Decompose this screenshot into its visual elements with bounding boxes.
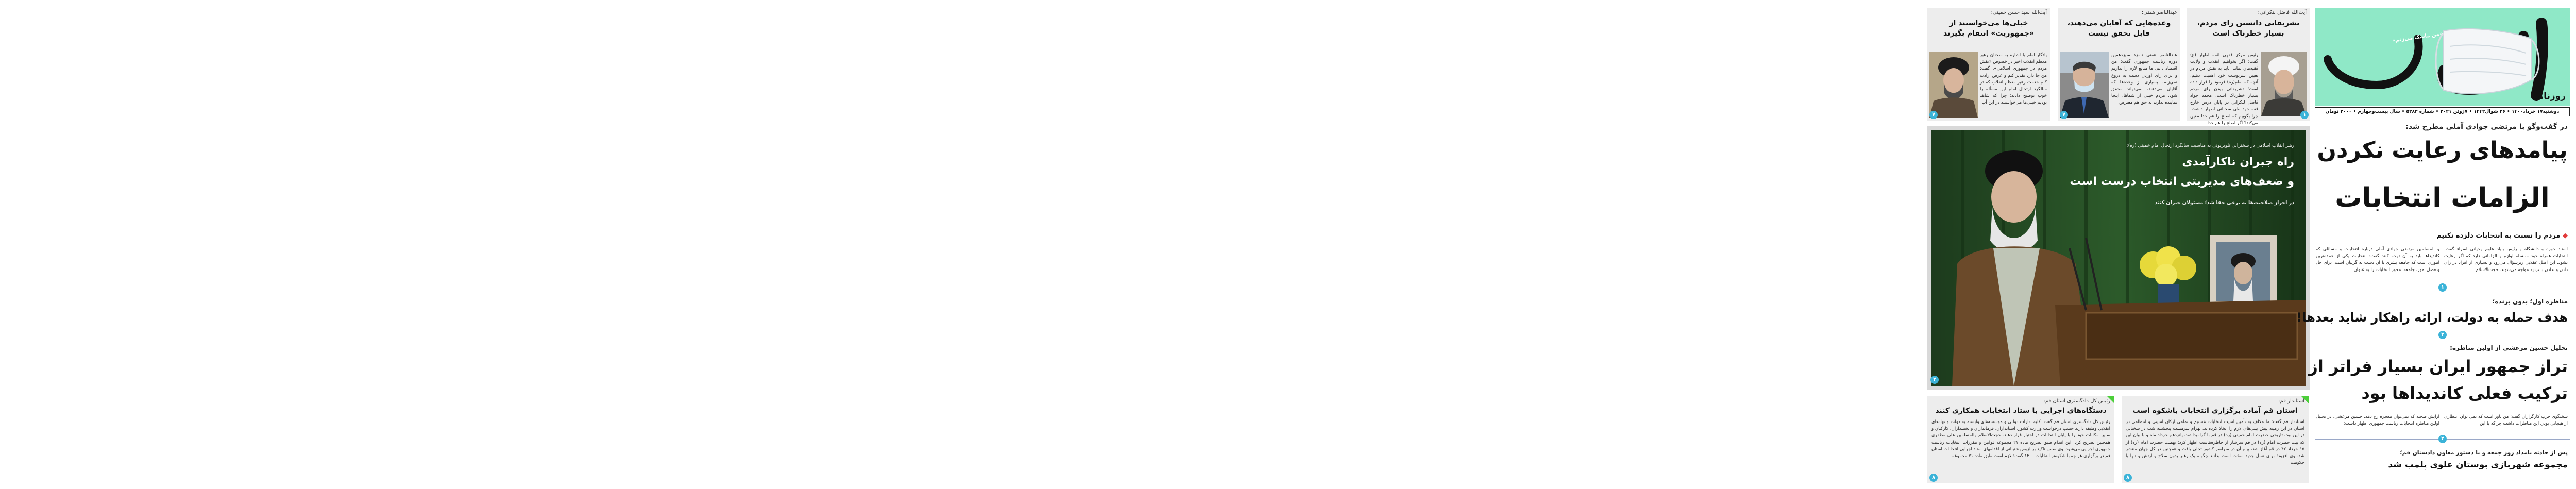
photo-headline-2: و ضعف‌های مدیریتی انتخاب درست است <box>2070 175 2294 188</box>
main-story[interactable] <box>2315 123 2570 293</box>
page-badge: ۲ <box>2438 435 2447 443</box>
page-badge: ۲ <box>1930 376 1939 384</box>
main-subhead <box>2436 232 2568 240</box>
analysis-kicker: تحلیل حسین مرعشی از اولین مناظره: <box>2450 344 2568 351</box>
analysis-headline-2: ترکیب فعلی کاندیداها بود <box>2361 383 2568 403</box>
masthead-slogan: «من ماسک می‌زنم» <box>2392 31 2444 44</box>
khomeini-portrait <box>1929 52 1978 118</box>
top-story-khomeini[interactable] <box>1927 8 2050 121</box>
analysis-headline-1: تراز جمهور ایران بسیار فراتر از <box>2308 357 2568 376</box>
photo-headline-1: راه جبران ناکارآمدی <box>2182 156 2294 168</box>
bottom-right-kicker: پس از حادثه بامداد روز جمعه و با دستور معاون دادستان قم؛ <box>2400 449 2568 456</box>
debate-kicker: مناظره اول؛ بدون برنده؛ <box>2492 298 2568 305</box>
story-headline: خیلی‌ها می‌خواستند از «جمهوریت» انتقام بگیرند <box>1943 19 2034 38</box>
story-kicker: رئیس کل دادگستری استان قم: <box>2043 398 2110 404</box>
masthead-subtitle: روزنامه <box>2533 91 2566 102</box>
main-body-col2: و المسلمین مرتضی جوادی آملی درباره انتخابات و مسائلی که کاندیداها باید به آن توجه کنند گفت: انتخابات یکی از عمده‌ترین اموری است که جامعه بشری با آن دست به گریبان است. برای حل و فصل امور، جامعه، محور انتخابات را به عنوان <box>2316 247 2439 273</box>
page-badge: ۱ <box>2438 283 2447 292</box>
story-body: عبدالناصر همتی نامزد سیزدهمین دوره ریاست جمهوری گفت: من اقتصاد دانم، ما منابع لازم را نداریم و برای رای آوردن دست به دروغ نمی‌زنم. بسیاری از وعده‌ها که آقایان می‌دهند، نمی‌تواند محقق شود. مردم خیلی از شماها، اینجا نماینده ندارید به حق هم معترض <box>2111 53 2177 106</box>
top-story-hemmati[interactable] <box>2058 8 2180 121</box>
main-kicker: در گفت‌وگو با مرتضی جوادی آملی مطرح شد: <box>2405 123 2568 131</box>
bottom-right-headline: مجموعه شهربازی بوستان علوی پلمب شد <box>2388 460 2568 470</box>
story-body: رئیس مرکز فقهی ائمه اطهار (ع) گفت: اگر بخواهیم انقلاب و ولایت فقیه‌مان بماند، باید به نقش مردم در تعیین سرنوشت خود اهمیت دهیم. آنچه که امام(ره) فرمود را قرار داده است؛ تشریفاتی بودن رای مردم بسیار خطرناک است. محمد جواد فاضل لنکرانی در پایان درس خارج فقه خود طی سخنانی اظهار داشت: چرا بگوییم که اصلح را هم خدا معین می‌کند؟ اگر اصلح را هم خدا <box>2190 53 2258 126</box>
page-badge: ۱ <box>2300 111 2309 119</box>
story-kicker: استاندار قم: <box>2278 398 2304 404</box>
masthead <box>2315 8 2570 106</box>
analysis-body-col2: آرایش صحنه که نمی‌توان معجزه رخ دهد. حسین مرعشی، در تحلیل اولین مناظره انتخابات ریاست جمهوری اظهار داشت: <box>2316 414 2439 427</box>
analysis-story[interactable] <box>2308 344 2570 447</box>
main-headline-2: الزامات انتخابات <box>2335 182 2550 213</box>
story-headline: تشریفاتی دانستن رای مردم، بسیار خطرناک است <box>2197 19 2300 38</box>
story-kicker: آیت‌الله فاضل لنکرانی: <box>2258 10 2307 15</box>
diamond-bullet-icon: ◆ <box>2563 232 2568 240</box>
main-headline-1: پیامدهای رعایت نکردن <box>2317 137 2568 163</box>
page-badge: ۷ <box>2060 111 2068 119</box>
story-headline: استان قم آماده برگزاری انتخابات باشکوه است <box>2132 407 2298 415</box>
page-badge: ۷ <box>1929 111 1938 119</box>
story-headline: دستگاه‌های اجرایی با ستاد انتخابات همکاری کنند <box>1935 407 2107 415</box>
masthead-dateline: دوشنبه۱۷ خرداد۱۴۰۰ • ۲۶ شوال۱۴۴۲ • ۷ژوئن ۲۰۲۱ • شماره ۵۲۸۳ • سال بیست‌وچهارم • ۲۰۰۰ تومان <box>2315 107 2570 116</box>
story-kicker: عبدالناصر همتی: <box>2141 10 2177 15</box>
top-story-lankarani[interactable] <box>2187 8 2310 126</box>
bottom-right-story[interactable] <box>2315 449 2570 485</box>
analysis-body-col1: سخنگوی حزب کارگزاران گفت: من باور است که نمی توان انتظاری از هیجانی بودن این مناظرات داشت چراکه با این <box>2444 414 2568 427</box>
hemmati-portrait <box>2060 52 2109 118</box>
story-body: رئیس کل دادگستری استان قم گفت: کلیه ادارات دولتی و موسسه‌های وابسته به دولت و نهادهای انقلابی وظیفه دارند حسب درخواست وزارت کشور، استانداران، فرمانداران و بخشداران، کارکنان و سایر امکانات خود را با پایان انتخابات در اختیار قرار دهند. حجت‌الاسلام والمسلمین علی مظفری همچنین تصریح کرد: این اقدام طبق تصریح ماده ۲۱ مجموعه قوانین و مقررات انتخابات ریاست جمهوری اجرایی می‌شود. وی ضمن تاکید بر لزوم پشتیبانی از اقدامهای ستاد اجرایی انتخابات استان قم در برگزاری هر چه با شکوه‌تر انتخابات ۱۴۰۰ گفت: لازم است طبق ماده ۷۱ مجموعه <box>1931 419 2110 459</box>
photo-kicker: رهبر انقلاب اسلامی در سخنرانی تلویزیونی به مناسبت سالگرد ارتحال امام خمینی (ره): <box>2126 143 2294 148</box>
photo-caption: در احراز صلاحیت‌ها به برخی جفا شد؛ مسئولان جبران کنند <box>2155 200 2294 206</box>
page-badge: ۸ <box>2124 474 2132 482</box>
masthead-logo <box>2315 8 2570 106</box>
main-body-col1: استاد حوزه و دانشگاه و رئیس بنیاد علوم وحیانی اسراء گفت: انتخابات همراه خود سلسله لوازم و الزاماتی دارد که اگر رعایت نشود، این اصل عقلایی زیرسؤال می‌رود و بسیاری از افراد در رای دادن و ندادن با تردید مواجه می‌شوند. حجت‌الاسلام <box>2444 247 2568 273</box>
lankarani-portrait <box>2261 52 2307 116</box>
bottom-left-story[interactable] <box>1927 396 2114 483</box>
debate-story[interactable] <box>2296 298 2570 340</box>
story-kicker: آیت‌الله سید حسن خمینی: <box>1991 10 2047 15</box>
story-body: استاندار قم گفت: ما مکلف به تأمین امنیت انتخابات هستیم و تمامی ارکان امنیتی و انتظامی در استان در این زمینه پیش بینی‌های لازم را اتخاذ کرده‌اند. بهرام سرمست پنجشنبه شب در سخنانی در این بیت تاریخی حضرت امام خمینی (ره) در قم با گرامیداشت پانزدهم خرداد ماه و با بیان این که بیت حضرت امام (ره) در قم سرشار از خاطره‌هاست اظهار کرد: نهضت حضرت امام (ره) از ۱۵ خرداد ۴۲ در قم آغاز شد، پیام آن در سراسر کشور تجلی یافت و همچنین در کل جهان منتشر شد. وی افزود: برای نسل جدید سخت است بدانند چگونه یک رهبر بدون سلاح و ارتش و تنها با حکومت <box>2126 419 2304 466</box>
story-body: یادگار امام با اشاره به سخنان رهبر معظم انقلاب اخیر در خصوص «نقش مردم در جمهوری اسلامی»، گفت: من جا دارد تقدیر کنم و عرض ارادت کنم خدمت رهبر معظم انقلاب که در سالگرد ارتحال امام این مسأله را خوب توضیح دادند؛ چرا که شاهد بودیم خیلی‌ها می‌خواستند در این آب <box>1980 53 2047 106</box>
photo-story[interactable] <box>1927 126 2310 390</box>
debate-headline: هدف حمله به دولت، ارائه راهکار شاید بعدها! <box>2296 310 2568 325</box>
main-subhead-text: مردم را نسبت به انتخابات دلزده نکنیم <box>2436 232 2561 240</box>
page-badge: ۸ <box>1929 474 1938 482</box>
page-badge: ۳ <box>2438 331 2447 339</box>
bottom-mid-story[interactable] <box>2122 396 2309 483</box>
story-headline: وعده‌هایی که آقایان می‌دهند، قابل تحقق نیست <box>2067 19 2171 38</box>
